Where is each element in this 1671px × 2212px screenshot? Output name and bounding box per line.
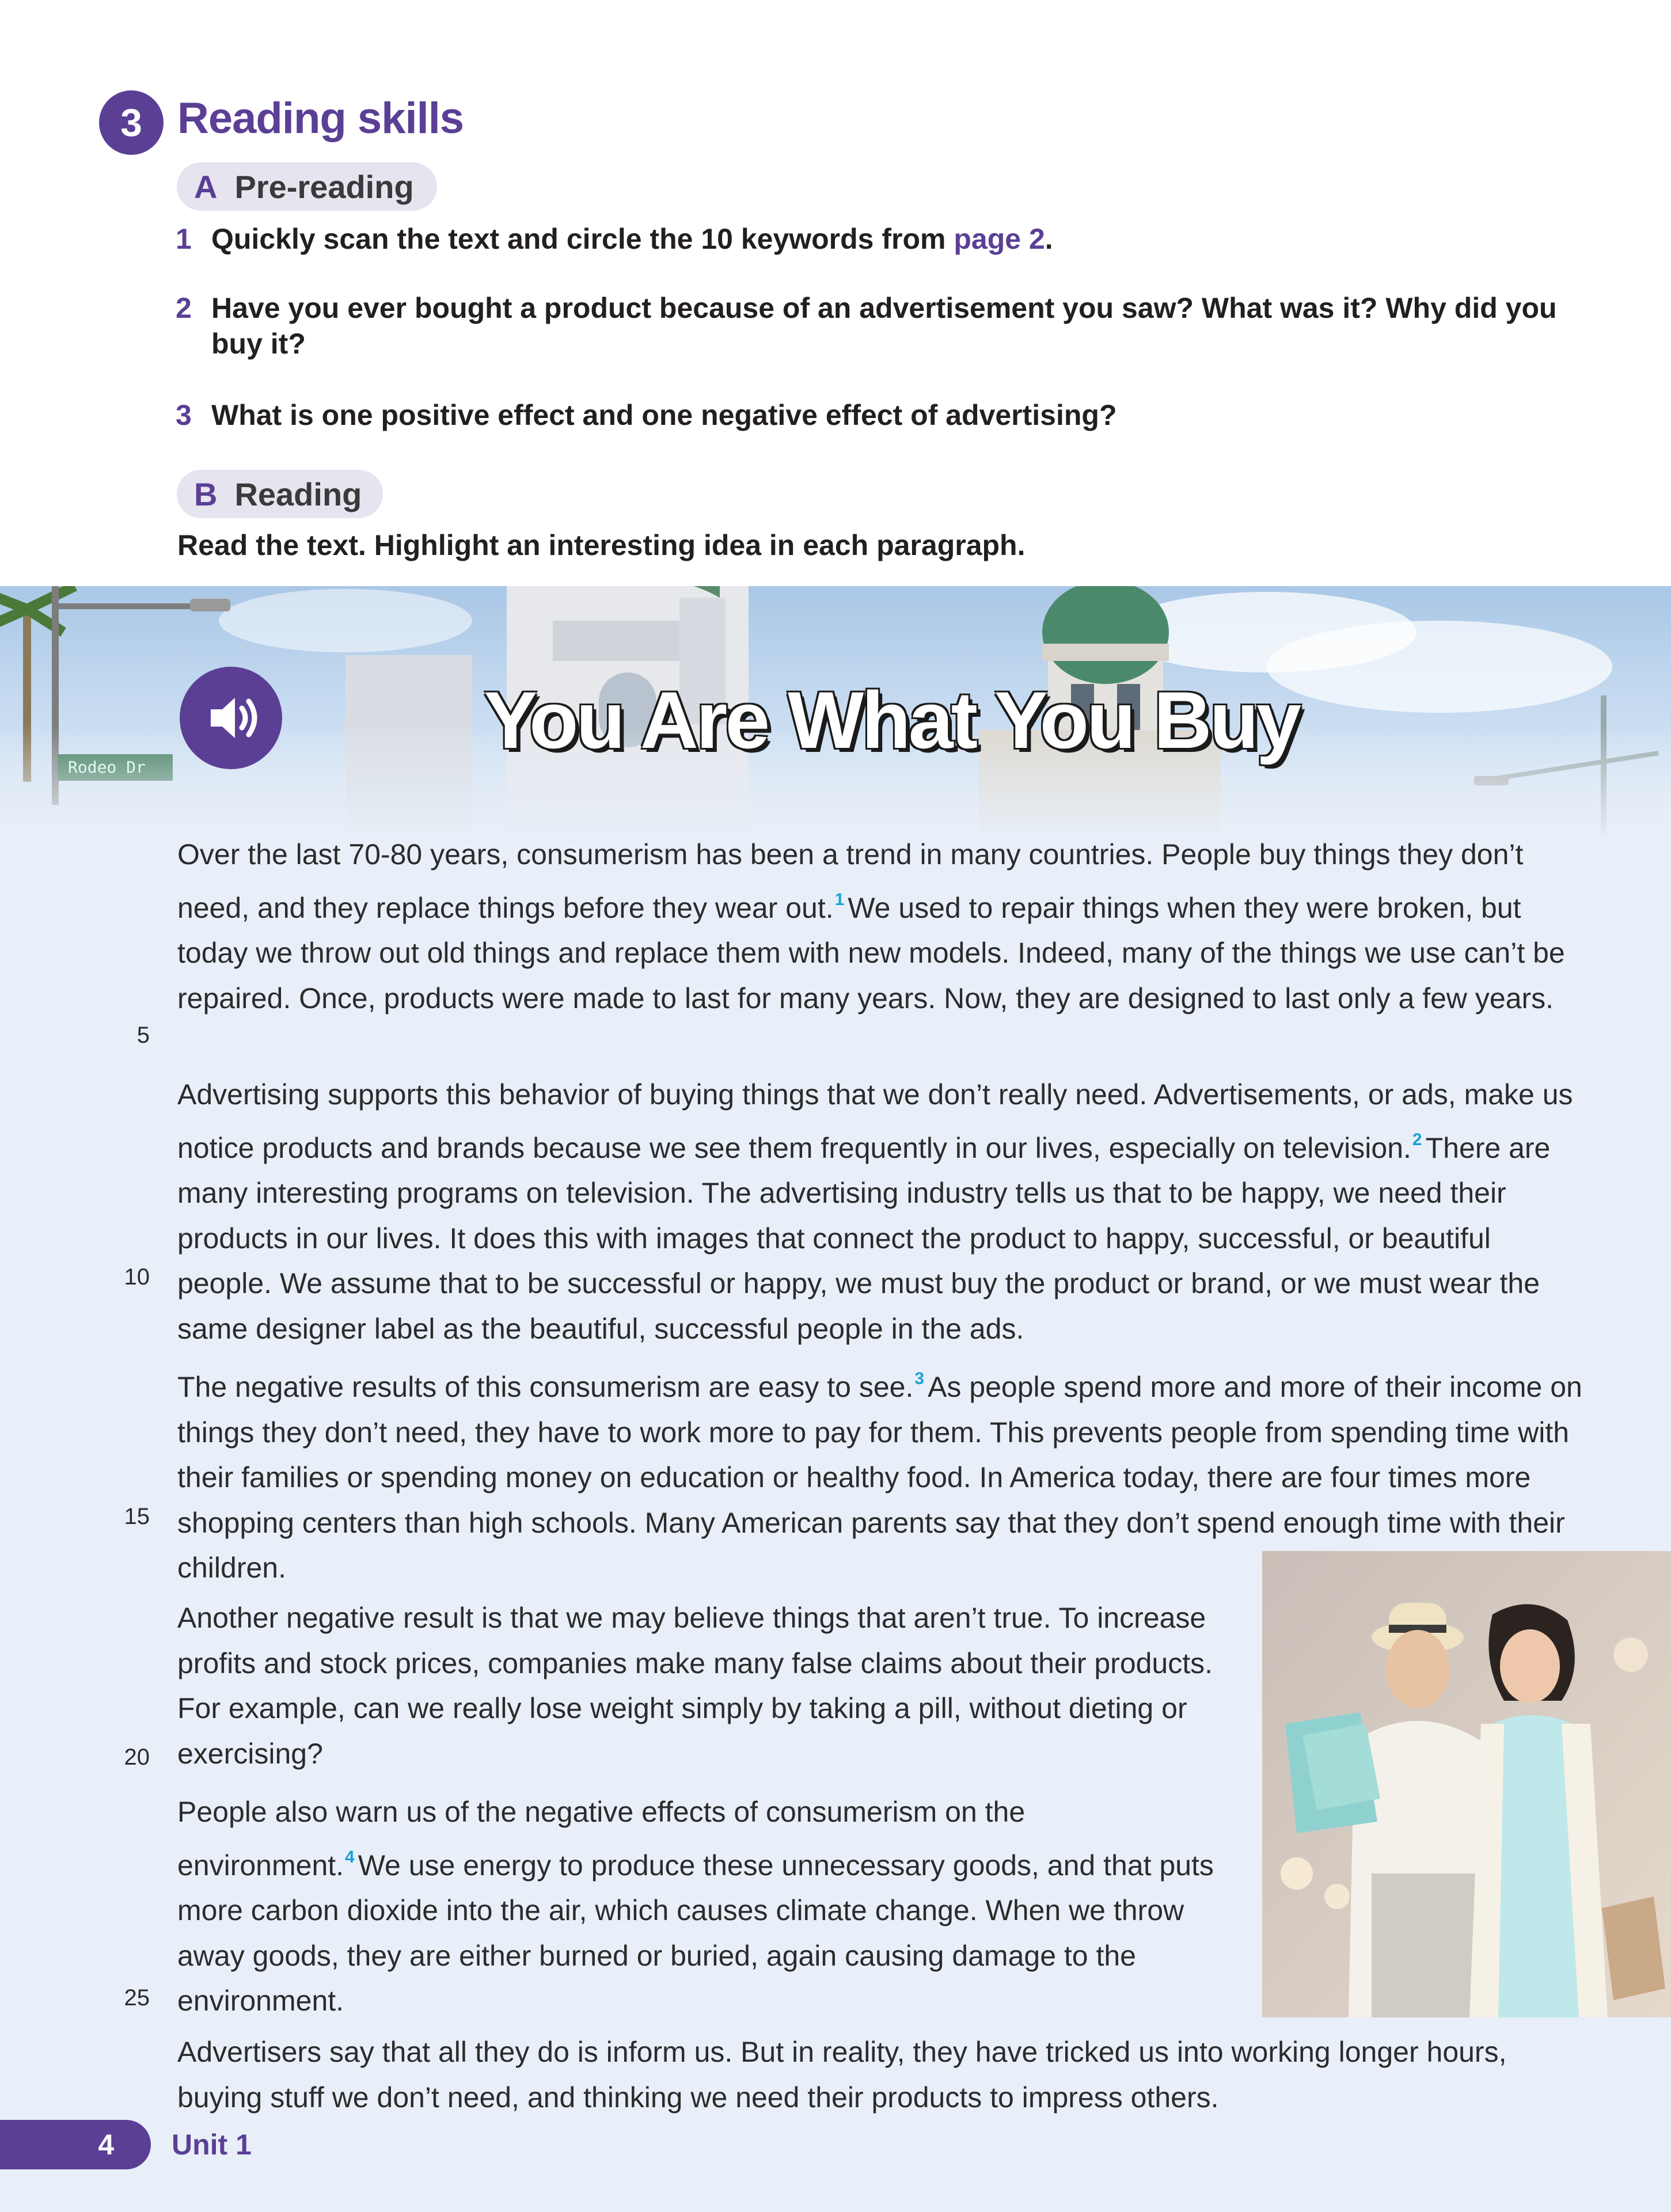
pre-reading-text: Pre-reading xyxy=(234,168,414,205)
article-title: You Are What You Buy xyxy=(484,675,1299,765)
unit-label: Unit 1 xyxy=(172,2129,252,2161)
line-number: 10 xyxy=(124,1264,150,1290)
reading-text: Reading xyxy=(234,476,362,512)
question-punctuation: . xyxy=(1045,223,1053,255)
paragraph-6 xyxy=(177,2029,1582,2120)
question-2 xyxy=(176,290,1586,362)
page-link[interactable]: page 2 xyxy=(954,223,1045,255)
paragraph-text: Advertising supports this behavior of buying things that we don’t really need. Advertisements, or ads, make us notice products and brands because we see them frequently in our lives, especially on television. xyxy=(177,1078,1573,1164)
footnote-marker: 2 xyxy=(1412,1130,1422,1149)
paragraph-text: We used to repair things when they were broken, but today we throw out old things and replace them with new models. Indeed, many of the things we use can’t be repaired. Once, products were made to last for many years. Now, they are designed to last only a few years. xyxy=(177,891,1565,1014)
question-text: Quickly scan the text and circle the 10 keywords from xyxy=(211,223,954,255)
paragraph-text: There are many interesting programs on television. The advertising industry tells us that to be happy, we need their products in our lives. It does this with images that connect the product to happy, successful, or beautiful people. We assume that to be successful or happy, we must buy the product or brand, or we must wear the same designer label as the beautiful, successful people in the ads. xyxy=(177,1131,1551,1345)
question-3 xyxy=(176,397,1586,433)
paragraph-text: We use energy to produce these unnecessary goods, and that puts more carbon dioxide into the air, which causes climate change. When we throw away goods, they are either burned or buried, again causing damage to the environment. xyxy=(177,1849,1214,2017)
paragraph-1 xyxy=(177,832,1582,1021)
paragraph-text: Over the last 70-80 years, consumerism has been a trend in many countries. People buy things they don’t need, and they replace things before they wear out. xyxy=(177,838,1524,924)
shopping-couple-photo xyxy=(1262,1551,1671,2017)
line-number: 25 xyxy=(124,1985,150,2010)
paragraph-4 xyxy=(177,1595,1220,1776)
footnote-marker: 1 xyxy=(834,890,845,909)
reading-instruction: Read the text. Highlight an interesting idea in each paragraph. xyxy=(177,529,1026,561)
question-text: What is one positive effect and one negative effect of advertising? xyxy=(211,399,1117,431)
speaker-icon xyxy=(199,686,263,750)
paragraph-text: As people spend more and more of their income on things they don’t need, they have to work more to pay for them. This prevents people from spending time with their families or spending money on education or healthy food. In America today, there are four times more shopping centers than high schools. Many American parents say that they don’t spend enough time with their children. xyxy=(177,1371,1582,1584)
paragraph-text: The negative results of this consumerism are easy to see. xyxy=(177,1371,914,1403)
audio-button[interactable] xyxy=(180,667,282,769)
pre-reading-letter: A xyxy=(194,168,218,205)
section-number-badge: 3 xyxy=(99,90,164,155)
line-number: 20 xyxy=(124,1744,150,1770)
page-number: 4 xyxy=(0,2120,151,2169)
question-number: 1 xyxy=(176,223,192,255)
line-number: 15 xyxy=(124,1504,150,1529)
pre-reading-label xyxy=(177,162,437,211)
section-title: Reading skills xyxy=(177,94,464,143)
reading-label xyxy=(177,470,383,518)
footnote-marker: 3 xyxy=(914,1369,925,1388)
footnote-marker: 4 xyxy=(345,1847,355,1867)
paragraph-text: Another negative result is that we may believe things that aren’t true. To increase profits and stock prices, companies make many false claims about their products. For example, can we really lose weight simply by taking a pill, without dieting or exercising? xyxy=(177,1602,1213,1770)
reading-letter: B xyxy=(194,476,218,512)
question-1 xyxy=(176,221,1586,257)
paragraph-5 xyxy=(177,1789,1220,2024)
line-number: 5 xyxy=(136,1023,150,1048)
question-number: 3 xyxy=(176,399,192,431)
question-text: Have you ever bought a product because of an advertisement you saw? What was it? Why did you buy it? xyxy=(211,292,1557,360)
question-number: 2 xyxy=(176,292,192,324)
paragraph-2 xyxy=(177,1072,1582,1351)
paragraph-text: Advertisers say that all they do is inform us. But in reality, they have tricked us into working longer hours, buying stuff we don’t need, and thinking we need their products to impress others. xyxy=(177,2036,1507,2114)
paragraph-text: People also warn us of the negative effects of consumerism on the environment. xyxy=(177,1796,1026,1882)
